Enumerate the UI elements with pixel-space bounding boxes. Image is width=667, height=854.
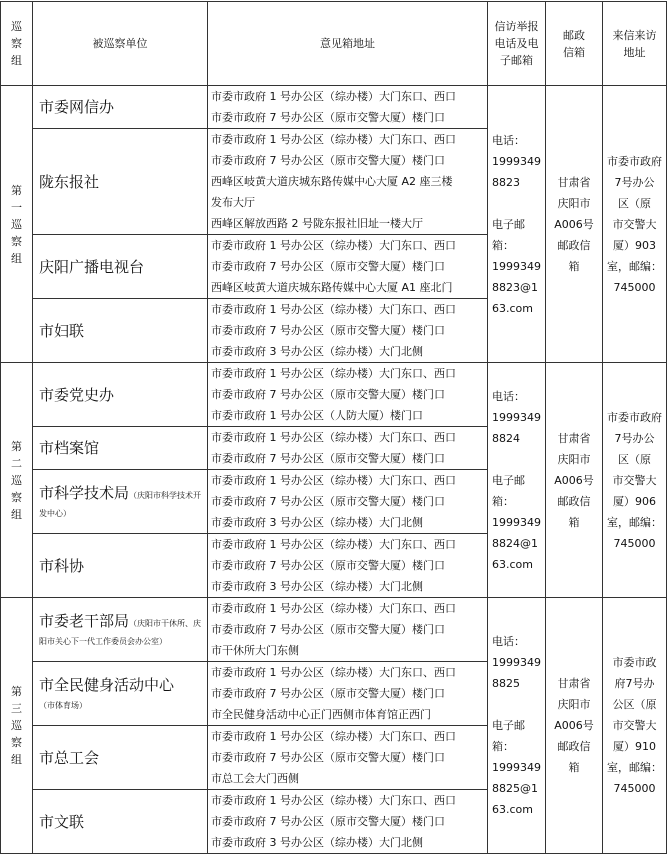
postbox-cell: 甘肃省 庆阳市 A006号 邮政信 箱 (546, 363, 603, 598)
unit-name: 市委党史办 (33, 363, 208, 427)
unit-name: 庆阳广播电视台 (33, 235, 208, 299)
unit-name: 市科协 (33, 534, 208, 598)
unit-name: 市妇联 (33, 299, 208, 363)
address-cell: 市委市政府 1 号办公区（综办楼）大门东口、西口 市委市政府 7 号办公区（原市交警大厦）楼门口 市干休所大门东侧 (208, 598, 488, 662)
address-cell: 市委市政府 1 号办公区（综办楼）大门东口、西口 市委市政府 7 号办公区（原市交警大厦）楼门口 市委市政府 3 号办公区（综办楼）大门北侧 (208, 470, 488, 534)
unit-name: 市科学技术局（庆阳市科学技术开发中心） (33, 470, 208, 534)
header-box: 意见箱地址 (208, 2, 488, 86)
address-cell: 市委市政府 1 号办公区（综办楼）大门东口、西口 市委市政府 7 号办公区（原市交警大厦）楼门口 市全民健身活动中心正门西侧市体育馆正西门 (208, 662, 488, 726)
address-cell: 市委市政府 1 号办公区（综办楼）大门东口、西口 市委市政府 7 号办公区（原市交警大厦）楼门口 市委市政府 3 号办公区（综办楼）大门北侧 (208, 790, 488, 854)
table-row (1, 363, 667, 427)
visit-address-cell: 市委市政府 7号办公 区（原 市交警大 厦）903 室，邮编： 745000 (603, 86, 667, 363)
unit-name: 市全民健身活动中心 （市体育场） (33, 662, 208, 726)
hotline-cell: 电话： 1999349 8824 电子邮 箱： 1999349 8824@1 63.com (488, 363, 546, 598)
unit-name: 市委网信办 (33, 86, 208, 129)
group-name: 第三巡察组 (1, 598, 33, 854)
address-cell: 市委市政府 1 号办公区（综办楼）大门东口、西口 市委市政府 7 号办公区（原市交警大厦）楼门口 西峰区岐黄大道庆城东路传媒中心大厦 A2 座三楼 发布大厅 西峰区解放西路 2 号陇东报社旧址一楼大厅 (208, 129, 488, 235)
unit-note: （市体育场） (39, 700, 87, 710)
visit-address-cell: 市委市政 府7号办 公区（原 市交警大 厦）910 室，邮编： 745000 (603, 598, 667, 854)
unit-name: 市总工会 (33, 726, 208, 790)
table-row (1, 86, 667, 129)
group-section (1, 86, 667, 363)
group-name: 第二巡察组 (1, 363, 33, 598)
postbox-cell: 甘肃省 庆阳市 A006号 邮政信 箱 (546, 598, 603, 854)
hotline-cell: 电话： 1999349 8823 电子邮 箱： 1999349 8823@1 63.com (488, 86, 546, 363)
header-postbox: 邮政信箱 (546, 2, 603, 86)
address-cell: 市委市政府 1 号办公区（综办楼）大门东口、西口 市委市政府 7 号办公区（原市交警大厦）楼门口 (208, 427, 488, 470)
unit-name: 市文联 (33, 790, 208, 854)
header-row (1, 2, 667, 86)
header-visit: 来信来访地址 (603, 2, 667, 86)
inspection-table (0, 1, 667, 854)
address-cell: 市委市政府 1 号办公区（综办楼）大门东口、西口 市委市政府 7 号办公区（原市交警大厦）楼门口 市总工会大门西侧 (208, 726, 488, 790)
unit-note: （庆阳市干休所、庆阳市关心下一代工作委员会办公室） (39, 618, 202, 646)
address-cell: 市委市政府 1 号办公区（综办楼）大门东口、西口 市委市政府 7 号办公区（原市交警大厦）楼门口 市委市政府 1 号办公区（人防大厦）楼门口 (208, 363, 488, 427)
table-row (1, 598, 667, 662)
group-section (1, 598, 667, 854)
unit-name: 陇东报社 (33, 129, 208, 235)
address-cell: 市委市政府 1 号办公区（综办楼）大门东口、西口 市委市政府 7 号办公区（原市交警大厦）楼门口 西峰区岐黄大道庆城东路传媒中心大厦 A1 座北门 (208, 235, 488, 299)
unit-name: 市档案馆 (33, 427, 208, 470)
postbox-cell: 甘肃省 庆阳市 A006号 邮政信 箱 (546, 86, 603, 363)
header-group: 巡察组 (1, 2, 33, 86)
group-section (1, 363, 667, 598)
visit-address-cell: 市委市政府 7号办公 区（原 市交警大 厦）906 室，邮编： 745000 (603, 363, 667, 598)
unit-name: 市委老干部局（庆阳市干休所、庆阳市关心下一代工作委员会办公室） (33, 598, 208, 662)
address-cell: 市委市政府 1 号办公区（综办楼）大门东口、西口 市委市政府 7 号办公区（原市交警大厦）楼门口 市委市政府 3 号办公区（综办楼）大门北侧 (208, 534, 488, 598)
unit-note: （庆阳市科学技术开发中心） (39, 490, 202, 518)
header-hotline: 信访举报电话及电子邮箱 (488, 2, 546, 86)
address-cell: 市委市政府 1 号办公区（综办楼）大门东口、西口 市委市政府 7 号办公区（原市交警大厦）楼门口 市委市政府 3 号办公区（综办楼）大门北侧 (208, 299, 488, 363)
hotline-cell: 电话： 1999349 8825 电子邮 箱： 1999349 8825@1 63.com (488, 598, 546, 854)
header-unit: 被巡察单位 (33, 2, 208, 86)
group-name: 第一巡察组 (1, 86, 33, 363)
address-cell: 市委市政府 1 号办公区（综办楼）大门东口、西口 市委市政府 7 号办公区（原市交警大厦）楼门口 (208, 86, 488, 129)
